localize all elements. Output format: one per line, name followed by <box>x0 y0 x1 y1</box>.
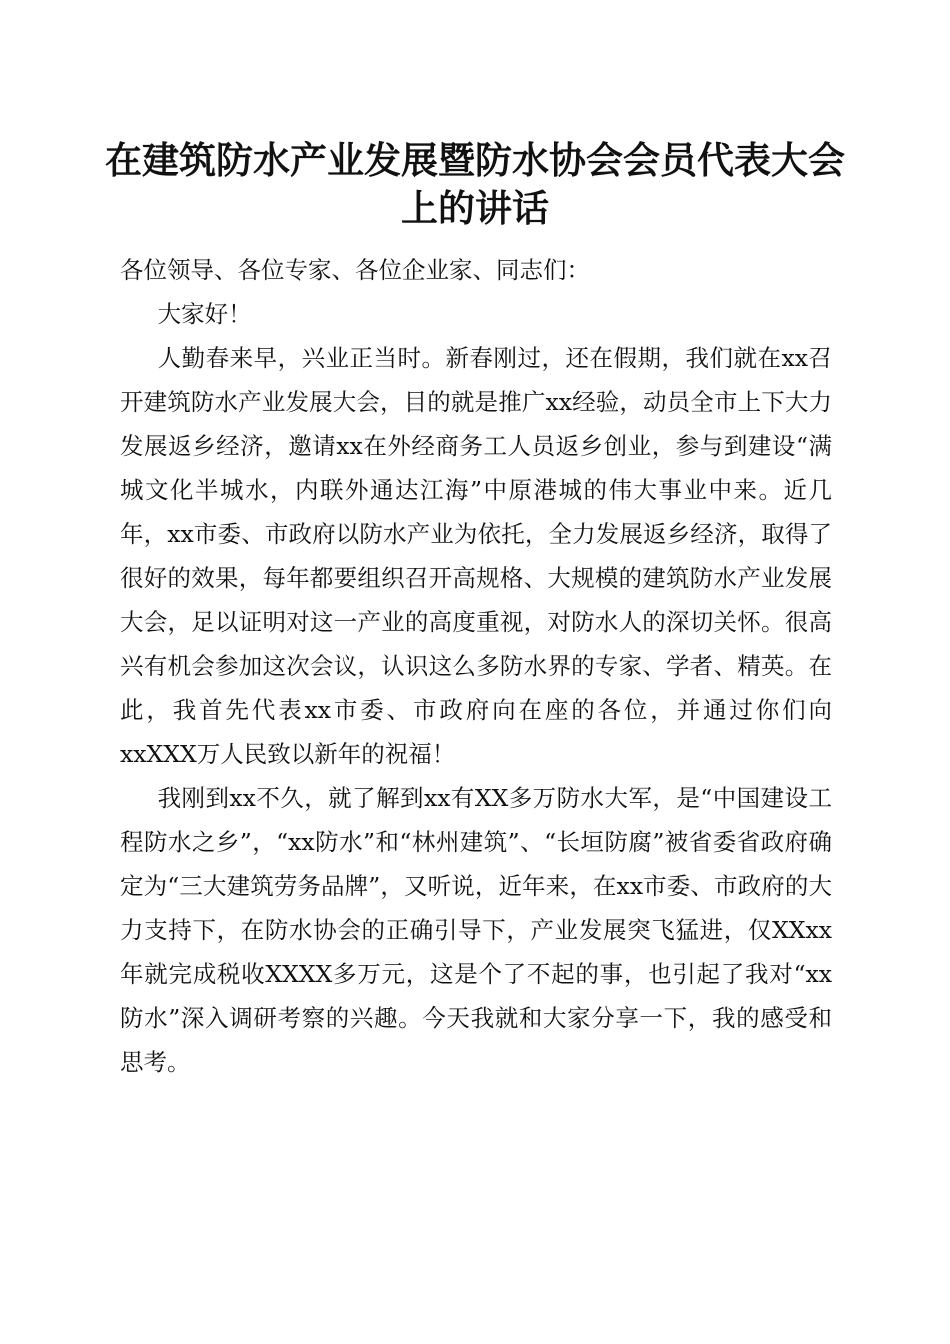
document-title: 在建筑防水产业发展暨防水协会会员代表大会上的讲话 <box>105 138 845 230</box>
paragraph-impressions: 我刚到xx不久，就了解到xx有XX多万防水大军，是“中国建设工程防水之乡”，“xx防水”和“林州建筑”、“长垣防腐”被省委省政府确定为“三大建筑劳务品牌”，又听说，近年来，在xx市委、市政府的大力支持下，在防水协会的正确引导下，产业发展突飞猛进，仅XXxx年就完成税收XXXX多万元，这是个了不起的事，也引起了我对“xx防水”深入调研考察的兴趣。今天我就和大家分享一下，我的感受和思考。 <box>120 784 832 1076</box>
document-body <box>120 248 832 1084</box>
paragraph-greeting: 大家好！ <box>157 300 252 328</box>
paragraph-opening: 人勤春来早，兴业正当时。新春刚过，还在假期，我们就在xx召开建筑防水产业发展大会，目的就是推广xx经验，动员全市上下大力发展返乡经济，邀请xx在外经商务工人员返乡创业，参与到建设“满城文化半城水，内联外通达江海”中原港城的伟大事业中来。近几年，xx市委、市政府以防水产业为依托，全力发展返乡经济，取得了很好的效果，每年都要组织召开高规格、大规模的建筑防水产业发展大会，足以证明对这一产业的高度重视，对防水人的深切关怀。很高兴有机会参加这次会议，认识这么多防水界的专家、学者、精英。在此，我首先代表xx市委、市政府向在座的各位，并通过你们向xxXXX万人民致以新年的祝福！ <box>120 344 832 768</box>
salutation: 各位领导、各位专家、各位企业家、同志们： <box>120 256 590 284</box>
